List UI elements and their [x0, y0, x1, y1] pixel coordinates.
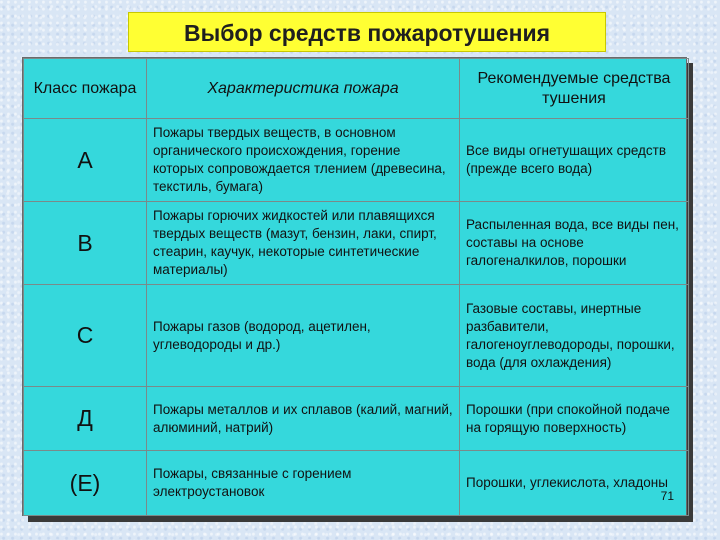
table — [23, 58, 689, 516]
table-header-row — [24, 59, 689, 119]
header-characteristic: Характеристика пожара — [147, 59, 460, 119]
extinguishing-means: Газовые составы, инертные разбавители, галогеноуглеводороды, порошки, вода (для охлаждения) — [460, 285, 689, 387]
header-class: Класс пожара — [24, 59, 147, 119]
fire-characteristic: Пожары горючих жидкостей или плавящихся твердых веществ (мазут, бензин, лаки, спирт, стеарин, каучук, некоторые синтетические материалы) — [147, 202, 460, 285]
fire-class: А — [24, 119, 147, 202]
fire-class: С — [24, 285, 147, 387]
extinguishing-means: Распыленная вода, все виды пен, составы на основе галогеналкилов, порошки — [460, 202, 689, 285]
fire-characteristic: Пожары металлов и их сплавов (калий, магний, алюминий, натрий) — [147, 387, 460, 451]
page-number: 71 — [660, 489, 674, 503]
fire-class: Д — [24, 387, 147, 451]
fire-characteristic: Пожары, связанные с горением электроустановок — [147, 451, 460, 516]
table-row — [24, 202, 689, 285]
extinguishing-means: Все виды огнетушащих средств (прежде всего вода) — [460, 119, 689, 202]
header-means: Рекомендуемые средства тушения — [460, 59, 689, 119]
table-row — [24, 119, 689, 202]
table-row — [24, 451, 689, 516]
fire-class-table — [22, 57, 687, 516]
fire-characteristic: Пожары газов (водород, ацетилен, углеводороды и др.) — [147, 285, 460, 387]
table-row — [24, 387, 689, 451]
extinguishing-means: Порошки (при спокойной подаче на горящую поверхность) — [460, 387, 689, 451]
table-row — [24, 285, 689, 387]
extinguishing-means: Порошки, углекислота, хладоны — [466, 475, 668, 490]
fire-class: (Е) — [24, 451, 147, 516]
fire-characteristic: Пожары твердых веществ, в основном органического происхождения, горение которых сопровождается тлением (древесина, текстиль, бумага) — [147, 119, 460, 202]
page-title: Выбор средств пожаротушения — [128, 12, 606, 52]
fire-class: В — [24, 202, 147, 285]
extinguishing-means-cell — [460, 451, 689, 516]
